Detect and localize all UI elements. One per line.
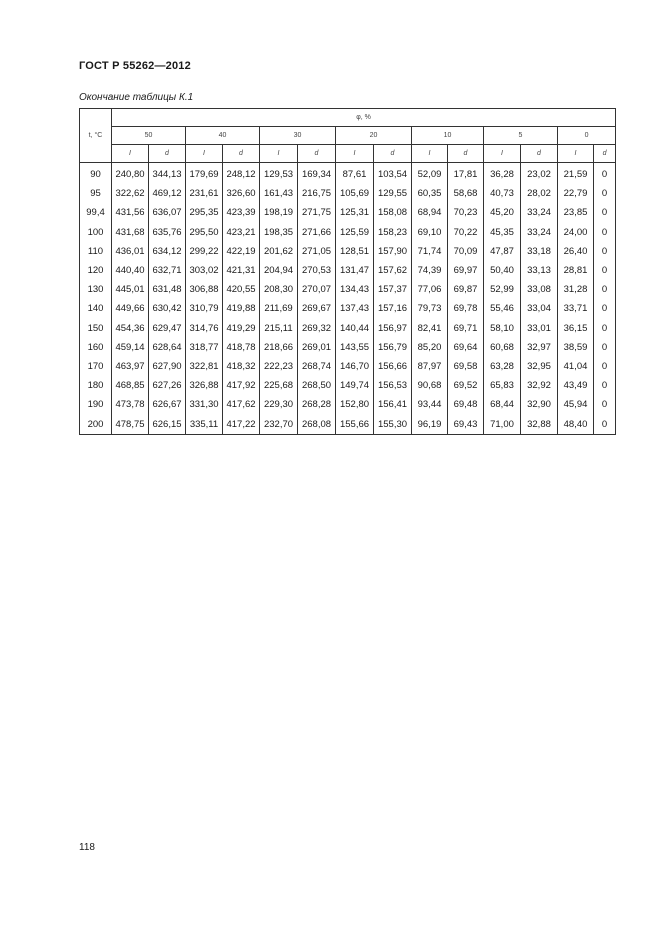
temperature-cell: 200 [80,414,112,434]
table-cell: 70,22 [448,223,484,242]
table-cell: 33,01 [521,319,558,338]
table-cell: 0 [594,242,616,261]
table-cell: 268,74 [298,357,336,376]
table-cell: 68,94 [412,203,448,222]
table-cell: 28,02 [521,184,558,203]
table-cell: 417,62 [223,395,260,414]
table-cell: 0 [594,338,616,357]
table-cell: 69,97 [448,261,484,280]
temperature-cell: 150 [80,319,112,338]
table-cell: 156,66 [374,357,412,376]
table-cell: 146,70 [336,357,374,376]
table-cell: 71,00 [484,414,521,434]
table-cell: 23,85 [558,203,594,222]
table-cell: 423,39 [223,203,260,222]
table-cell: 469,12 [149,184,186,203]
table-cell: 52,09 [412,163,448,185]
table-cell: 48,40 [558,414,594,434]
table-cell: 158,23 [374,223,412,242]
enthalpy-header: I [336,145,374,163]
table-cell: 270,07 [298,280,336,299]
table-cell: 417,92 [223,376,260,395]
temperature-cell: 100 [80,223,112,242]
table-cell: 69,43 [448,414,484,434]
table-cell: 0 [594,280,616,299]
table-cell: 436,01 [112,242,149,261]
table-cell: 45,35 [484,223,521,242]
data-table [79,108,616,435]
table-cell: 635,76 [149,223,186,242]
table-cell: 40,73 [484,184,521,203]
table-cell: 627,26 [149,376,186,395]
table-cell: 155,30 [374,414,412,434]
enthalpy-header: I [558,145,594,163]
table-cell: 299,22 [186,242,223,261]
table-cell: 125,59 [336,223,374,242]
phi-header: 20 [336,127,412,145]
table-cell: 225,68 [260,376,298,395]
table-cell: 69,58 [448,357,484,376]
table-cell: 459,14 [112,338,149,357]
table-cell: 463,97 [112,357,149,376]
table-cell: 87,61 [336,163,374,185]
table-cell: 43,49 [558,376,594,395]
temperature-cell: 110 [80,242,112,261]
table-cell: 0 [594,261,616,280]
table-row [80,163,616,185]
table-cell: 331,30 [186,395,223,414]
table-cell: 33,08 [521,280,558,299]
table-cell: 419,29 [223,319,260,338]
enthalpy-header: I [412,145,448,163]
table-cell: 69,48 [448,395,484,414]
table-cell: 269,01 [298,338,336,357]
table-cell: 33,18 [521,242,558,261]
temperature-cell: 170 [80,357,112,376]
table-cell: 322,81 [186,357,223,376]
table-cell: 157,37 [374,280,412,299]
table-cell: 628,64 [149,338,186,357]
table-cell: 33,24 [521,203,558,222]
table-cell: 431,56 [112,203,149,222]
table-cell: 157,62 [374,261,412,280]
moisture-header: d [448,145,484,163]
table-cell: 32,92 [521,376,558,395]
table-cell: 211,69 [260,299,298,318]
enthalpy-header: I [112,145,149,163]
temperature-cell: 90 [80,163,112,185]
table-cell: 218,66 [260,338,298,357]
temperature-cell: 120 [80,261,112,280]
table-cell: 70,09 [448,242,484,261]
table-cell: 21,59 [558,163,594,185]
temperature-cell: 140 [80,299,112,318]
table-cell: 155,66 [336,414,374,434]
table-row [80,184,616,203]
table-cell: 60,68 [484,338,521,357]
table-cell: 322,62 [112,184,149,203]
table-cell: 125,31 [336,203,374,222]
table-cell: 269,32 [298,319,336,338]
table-cell: 440,40 [112,261,149,280]
table-cell: 161,43 [260,184,298,203]
moisture-header: d [594,145,616,163]
table-row [80,395,616,414]
table-cell: 632,71 [149,261,186,280]
table-row [80,280,616,299]
table-row [80,223,616,242]
table-cell: 326,88 [186,376,223,395]
table-cell: 28,81 [558,261,594,280]
table-row [80,319,616,338]
table-cell: 169,34 [298,163,336,185]
table-cell: 0 [594,395,616,414]
table-cell: 431,68 [112,223,149,242]
table-cell: 295,50 [186,223,223,242]
table-cell: 198,35 [260,223,298,242]
table-cell: 449,66 [112,299,149,318]
table-cell: 90,68 [412,376,448,395]
table-cell: 156,53 [374,376,412,395]
table-cell: 156,79 [374,338,412,357]
table-cell: 216,75 [298,184,336,203]
table-cell: 626,15 [149,414,186,434]
table-cell: 32,90 [521,395,558,414]
phi-header: 0 [558,127,616,145]
table-cell: 326,60 [223,184,260,203]
table-row [80,261,616,280]
humidity-header: φ, % [112,109,616,127]
table-cell: 22,79 [558,184,594,203]
phi-header: 30 [260,127,336,145]
table-cell: 33,71 [558,299,594,318]
table-cell: 32,97 [521,338,558,357]
table-cell: 0 [594,357,616,376]
table-row [80,203,616,222]
table-cell: 630,42 [149,299,186,318]
table-cell: 335,11 [186,414,223,434]
table-cell: 231,61 [186,184,223,203]
table-cell: 445,01 [112,280,149,299]
table-cell: 69,10 [412,223,448,242]
table-cell: 270,53 [298,261,336,280]
table-cell: 0 [594,223,616,242]
temperature-cell: 130 [80,280,112,299]
table-cell: 149,74 [336,376,374,395]
table-cell: 58,10 [484,319,521,338]
table-row [80,242,616,261]
table-cell: 156,41 [374,395,412,414]
table-cell: 82,41 [412,319,448,338]
table-cell: 306,88 [186,280,223,299]
temperature-cell: 180 [80,376,112,395]
enthalpy-header: I [484,145,521,163]
table-cell: 454,36 [112,319,149,338]
table-cell: 626,67 [149,395,186,414]
temperature-header: t, °C [80,109,112,163]
enthalpy-header: I [260,145,298,163]
table-cell: 69,87 [448,280,484,299]
table-cell: 131,47 [336,261,374,280]
table-cell: 50,40 [484,261,521,280]
table-cell: 85,20 [412,338,448,357]
table-cell: 156,97 [374,319,412,338]
table-cell: 627,90 [149,357,186,376]
moisture-header: d [374,145,412,163]
table-cell: 93,44 [412,395,448,414]
table-cell: 33,04 [521,299,558,318]
table-cell: 77,06 [412,280,448,299]
moisture-header: d [521,145,558,163]
moisture-header: d [298,145,336,163]
table-cell: 152,80 [336,395,374,414]
table-cell: 60,35 [412,184,448,203]
moisture-header: d [149,145,186,163]
table-cell: 157,90 [374,242,412,261]
table-cell: 418,78 [223,338,260,357]
table-cell: 179,69 [186,163,223,185]
table-cell: 271,75 [298,203,336,222]
table-cell: 23,02 [521,163,558,185]
table-body [80,163,616,435]
table-cell: 137,43 [336,299,374,318]
table-cell: 229,30 [260,395,298,414]
table-cell: 134,43 [336,280,374,299]
table-row [80,338,616,357]
temperature-cell: 160 [80,338,112,357]
table-cell: 0 [594,376,616,395]
table-cell: 45,94 [558,395,594,414]
table-cell: 295,35 [186,203,223,222]
table-cell: 222,23 [260,357,298,376]
table-cell: 52,99 [484,280,521,299]
phi-header: 5 [484,127,558,145]
table-cell: 157,16 [374,299,412,318]
table-cell: 26,40 [558,242,594,261]
table-cell: 629,47 [149,319,186,338]
table-row [80,299,616,318]
table-caption: Окончание таблицы К.1 [79,92,194,103]
table-cell: 0 [594,203,616,222]
page-number: 118 [79,842,95,853]
table-cell: 105,69 [336,184,374,203]
table-cell: 344,13 [149,163,186,185]
table-cell: 41,04 [558,357,594,376]
table-cell: 631,48 [149,280,186,299]
table-cell: 17,81 [448,163,484,185]
table-cell: 636,07 [149,203,186,222]
table-cell: 268,50 [298,376,336,395]
table-cell: 419,88 [223,299,260,318]
moisture-header: d [223,145,260,163]
table-cell: 0 [594,163,616,185]
table-cell: 271,05 [298,242,336,261]
table-cell: 268,08 [298,414,336,434]
table-cell: 68,44 [484,395,521,414]
table-cell: 71,74 [412,242,448,261]
table-cell: 33,13 [521,261,558,280]
table-cell: 58,68 [448,184,484,203]
table-cell: 70,23 [448,203,484,222]
table-cell: 634,12 [149,242,186,261]
phi-header: 50 [112,127,186,145]
table-cell: 129,53 [260,163,298,185]
table-cell: 158,08 [374,203,412,222]
table-cell: 0 [594,319,616,338]
table-cell: 0 [594,184,616,203]
table-cell: 417,22 [223,414,260,434]
table-cell: 47,87 [484,242,521,261]
table-cell: 36,15 [558,319,594,338]
table-cell: 31,28 [558,280,594,299]
enthalpy-header: I [186,145,223,163]
table-cell: 32,88 [521,414,558,434]
table-cell: 32,95 [521,357,558,376]
table-cell: 198,19 [260,203,298,222]
table-cell: 310,79 [186,299,223,318]
table-cell: 314,76 [186,319,223,338]
table-cell: 65,83 [484,376,521,395]
table-cell: 69,64 [448,338,484,357]
table-cell: 45,20 [484,203,521,222]
phi-header: 10 [412,127,484,145]
table-cell: 204,94 [260,261,298,280]
table-cell: 63,28 [484,357,521,376]
table-cell: 473,78 [112,395,149,414]
table-cell: 140,44 [336,319,374,338]
table-cell: 303,02 [186,261,223,280]
table-cell: 232,70 [260,414,298,434]
table-cell: 24,00 [558,223,594,242]
table-cell: 248,12 [223,163,260,185]
table-row [80,357,616,376]
table-cell: 215,11 [260,319,298,338]
table-cell: 87,97 [412,357,448,376]
temperature-cell: 99,4 [80,203,112,222]
table-cell: 468,85 [112,376,149,395]
table-cell: 421,31 [223,261,260,280]
temperature-cell: 190 [80,395,112,414]
temperature-cell: 95 [80,184,112,203]
table-cell: 69,52 [448,376,484,395]
table-cell: 422,19 [223,242,260,261]
table-cell: 69,78 [448,299,484,318]
table-cell: 0 [594,414,616,434]
table-cell: 128,51 [336,242,374,261]
table-cell: 271,66 [298,223,336,242]
table-cell: 129,55 [374,184,412,203]
table-cell: 208,30 [260,280,298,299]
table-cell: 420,55 [223,280,260,299]
table-cell: 103,54 [374,163,412,185]
table-cell: 69,71 [448,319,484,338]
table-cell: 318,77 [186,338,223,357]
table-cell: 418,32 [223,357,260,376]
table-cell: 79,73 [412,299,448,318]
table-cell: 478,75 [112,414,149,434]
table-row [80,376,616,395]
document-header: ГОСТ Р 55262—2012 [79,60,191,72]
table-row [80,414,616,434]
table-cell: 268,28 [298,395,336,414]
table-cell: 74,39 [412,261,448,280]
table-cell: 423,21 [223,223,260,242]
table-cell: 38,59 [558,338,594,357]
table-cell: 269,67 [298,299,336,318]
table-cell: 96,19 [412,414,448,434]
table-cell: 201,62 [260,242,298,261]
table-cell: 0 [594,299,616,318]
table-cell: 240,80 [112,163,149,185]
phi-header: 40 [186,127,260,145]
table-cell: 55,46 [484,299,521,318]
table-cell: 36,28 [484,163,521,185]
table-cell: 33,24 [521,223,558,242]
table-cell: 143,55 [336,338,374,357]
